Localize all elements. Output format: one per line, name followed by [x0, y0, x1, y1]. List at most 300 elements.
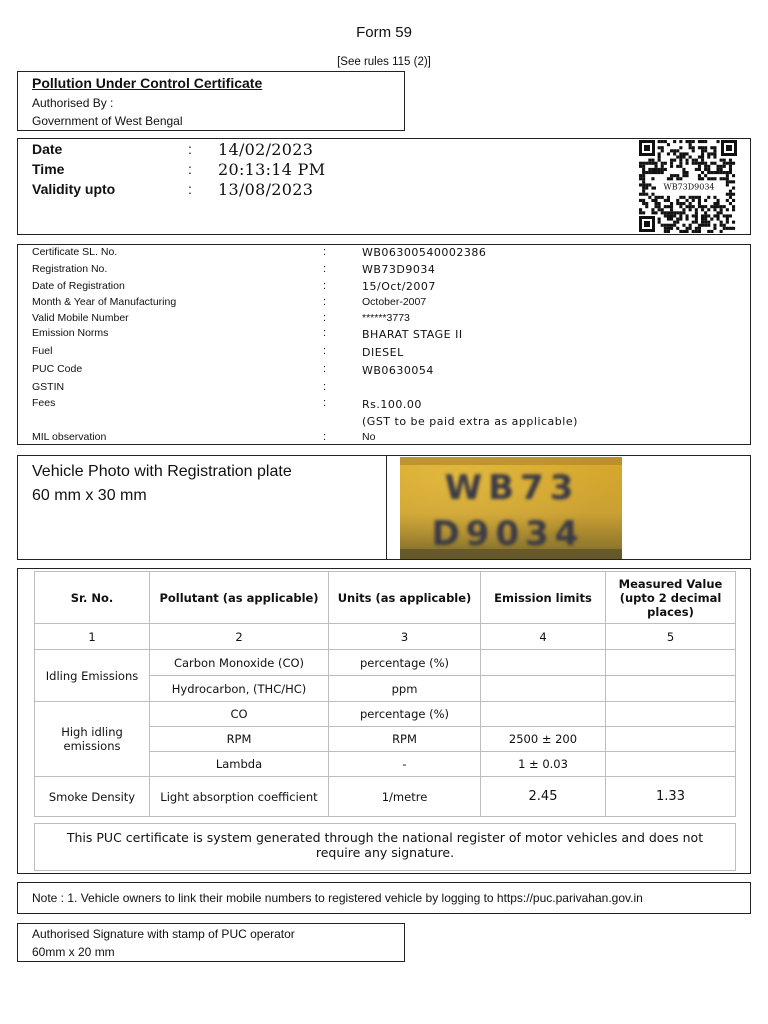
- qr-module: [667, 196, 670, 199]
- qr-module: [651, 168, 654, 171]
- qr-module: [676, 202, 679, 205]
- qr-module: [642, 162, 645, 165]
- qr-module: [695, 227, 698, 230]
- authorised-by-label: Authorised By :: [32, 96, 114, 110]
- qr-module: [707, 208, 710, 211]
- pollutant-cell: CO: [150, 702, 329, 727]
- qr-module: [682, 156, 685, 159]
- emission-table: [34, 571, 736, 817]
- qr-module: [704, 211, 707, 214]
- qr-module: [661, 211, 664, 214]
- qr-module: [713, 152, 716, 155]
- qr-module: [664, 211, 667, 214]
- detail-label-puc-code: PUC Code: [32, 363, 83, 375]
- qr-module: [664, 224, 667, 227]
- limit-cell: 2.45: [481, 777, 606, 817]
- measured-cell: [606, 752, 736, 777]
- qr-module: [698, 196, 701, 199]
- qr-module: [645, 183, 648, 186]
- detail-value-emission-norms: BHARAT STAGE II: [362, 328, 463, 341]
- qr-module: [667, 143, 670, 146]
- qr-module: [717, 214, 720, 217]
- qr-module: [651, 211, 654, 214]
- qr-module: [673, 221, 676, 224]
- qr-module: [720, 211, 723, 214]
- qr-module: [695, 214, 698, 217]
- qr-module: [658, 152, 661, 155]
- qr-module: [720, 165, 723, 168]
- qr-module: [729, 159, 732, 162]
- qr-module: [639, 193, 642, 196]
- qr-module: [655, 199, 658, 202]
- qr-module: [670, 218, 673, 221]
- qr-module: [713, 202, 716, 205]
- qr-module: [661, 162, 664, 165]
- qr-module: [701, 152, 704, 155]
- qr-module: [723, 159, 726, 162]
- qr-module: [692, 149, 695, 152]
- qr-module: [673, 214, 676, 217]
- qr-module: [676, 221, 679, 224]
- qr-module: [720, 224, 723, 227]
- qr-module: [670, 149, 673, 152]
- qr-module: [682, 208, 685, 211]
- qr-module: [686, 140, 689, 143]
- qr-module: [729, 202, 732, 205]
- qr-module: [732, 208, 735, 211]
- header-measured-value: Measured Value (upto 2 decimal places): [606, 572, 736, 624]
- detail-value-fuel: DIESEL: [362, 346, 404, 359]
- photo-divider: [386, 456, 387, 559]
- form-title: Form 59: [356, 24, 412, 41]
- certificate-header-box: [17, 71, 405, 131]
- qr-module: [692, 199, 695, 202]
- qr-module: [732, 174, 735, 177]
- qr-module: [658, 221, 661, 224]
- qr-module: [710, 171, 713, 174]
- form-rules: [See rules 115 (2)]: [337, 56, 431, 68]
- date-label: Date: [32, 141, 63, 157]
- qr-module: [679, 146, 682, 149]
- qr-module: [661, 149, 664, 152]
- qr-module: [673, 152, 676, 155]
- qr-module: [679, 177, 682, 180]
- qr-module: [689, 156, 692, 159]
- qr-module: [667, 152, 670, 155]
- detail-value-date-of-registration: 15/Oct/2007: [362, 280, 436, 293]
- qr-module: [664, 140, 667, 143]
- qr-module: [692, 221, 695, 224]
- qr-module: [713, 196, 716, 199]
- qr-module: [667, 177, 670, 180]
- header-pollutant: Pollutant (as applicable): [150, 572, 329, 624]
- unit-cell: percentage (%): [329, 702, 481, 727]
- detail-label-certificate-no: Certificate SL. No.: [32, 246, 118, 258]
- qr-module: [664, 214, 667, 217]
- qr-module: [704, 146, 707, 149]
- qr-module: [661, 168, 664, 171]
- qr-module: [682, 202, 685, 205]
- qr-module: [732, 187, 735, 190]
- qr-module: [670, 208, 673, 211]
- detail-label-emission-norms: Emission Norms: [32, 327, 109, 339]
- qr-module: [713, 224, 716, 227]
- limit-cell: 2500 ± 200: [481, 727, 606, 752]
- qr-module: [686, 214, 689, 217]
- qr-module: [667, 199, 670, 202]
- qr-module: [639, 199, 642, 202]
- qr-module: [707, 168, 710, 171]
- qr-module: [695, 168, 698, 171]
- qr-module: [676, 165, 679, 168]
- qr-module: [651, 159, 654, 162]
- detail-value-manufacturing: October-2007: [362, 296, 427, 308]
- qr-module: [670, 174, 673, 177]
- detail-label-fees: Fees: [32, 397, 56, 409]
- unit-cell: percentage (%): [329, 650, 481, 676]
- qr-module: [720, 221, 723, 224]
- qr-module: [726, 208, 729, 211]
- qr-module: [658, 168, 661, 171]
- group-idling-emissions: Idling Emissions: [35, 650, 150, 702]
- qr-module: [664, 168, 667, 171]
- qr-module: [710, 177, 713, 180]
- measured-cell: 1.33: [606, 777, 736, 817]
- qr-module: [717, 211, 720, 214]
- qr-module: [639, 177, 642, 180]
- qr-module: [692, 196, 695, 199]
- qr-module: [682, 174, 685, 177]
- qr-module: [698, 205, 701, 208]
- qr-module: [698, 177, 701, 180]
- qr-module: [701, 162, 704, 165]
- measured-cell: [606, 702, 736, 727]
- qr-module: [726, 199, 729, 202]
- qr-module: [648, 168, 651, 171]
- pollutant-cell: Hydrocarbon, (THC/HC): [150, 676, 329, 702]
- qr-module: [692, 214, 695, 217]
- qr-module: [689, 140, 692, 143]
- qr-module: [717, 205, 720, 208]
- qr-module: [698, 156, 701, 159]
- qr-module: [645, 193, 648, 196]
- qr-module: [704, 205, 707, 208]
- qr-module: [682, 196, 685, 199]
- qr-module: [732, 193, 735, 196]
- qr-module: [661, 140, 664, 143]
- qr-module: [667, 205, 670, 208]
- limit-cell: 1 ± 0.03: [481, 752, 606, 777]
- detail-label-date-of-registration: Date of Registration: [32, 280, 125, 292]
- qr-module: [658, 146, 661, 149]
- qr-module: [648, 196, 651, 199]
- qr-module: [692, 205, 695, 208]
- detail-value-mobile: ******3773: [362, 312, 410, 324]
- qr-module: [679, 159, 682, 162]
- qr-module: [720, 230, 723, 233]
- qr-module: [642, 183, 645, 186]
- qr-module: [729, 180, 732, 183]
- qr-module: [642, 171, 645, 174]
- qr-module: [686, 171, 689, 174]
- qr-module: [667, 214, 670, 217]
- detail-label-mobile: Valid Mobile Number: [32, 312, 129, 324]
- qr-module: [670, 205, 673, 208]
- detail-label-registration-no: Registration No.: [32, 263, 108, 275]
- plate-line1: WB73: [444, 468, 580, 508]
- qr-module: [689, 224, 692, 227]
- qr-module: [673, 224, 676, 227]
- qr-module: [639, 174, 642, 177]
- qr-module: [667, 211, 670, 214]
- time-colon: :: [188, 161, 192, 177]
- qr-module: [729, 165, 732, 168]
- detail-colon: :: [323, 381, 327, 393]
- qr-module: [695, 196, 698, 199]
- qr-module: [689, 227, 692, 230]
- qr-module: [679, 140, 682, 143]
- qr-module: [729, 196, 732, 199]
- qr-module: [701, 214, 704, 217]
- qr-module: [676, 227, 679, 230]
- qr-module: [701, 171, 704, 174]
- qr-module: [679, 205, 682, 208]
- qr-module: [698, 202, 701, 205]
- qr-module: [704, 149, 707, 152]
- qr-module: [717, 140, 720, 143]
- qr-module: [673, 174, 676, 177]
- qr-module: [642, 177, 645, 180]
- qr-module: [707, 196, 710, 199]
- qr-module: [717, 171, 720, 174]
- pollutant-cell: Lambda: [150, 752, 329, 777]
- qr-module: [676, 218, 679, 221]
- detail-label-gstin: GSTIN: [32, 381, 65, 393]
- qr-module: [655, 196, 658, 199]
- qr-module: [713, 208, 716, 211]
- qr-module: [707, 177, 710, 180]
- vehicle-details-box: [17, 244, 751, 445]
- qr-module: [704, 199, 707, 202]
- qr-module: [673, 159, 676, 162]
- limit-cell: [481, 702, 606, 727]
- vehicle-photo-box: [17, 455, 751, 560]
- qr-module: [732, 199, 735, 202]
- limit-cell: [481, 676, 606, 702]
- qr-module: [648, 183, 651, 186]
- detail-colon: :: [323, 363, 327, 375]
- vehicle-photo-title-line1: Vehicle Photo with Registration plate: [32, 463, 292, 480]
- qr-module: [642, 211, 645, 214]
- qr-module: [717, 165, 720, 168]
- qr-module: [639, 211, 642, 214]
- qr-module: [698, 140, 701, 143]
- qr-module: [729, 227, 732, 230]
- qr-module: [673, 149, 676, 152]
- qr-module: [701, 177, 704, 180]
- qr-module: [686, 174, 689, 177]
- validity-label: Validity upto: [32, 181, 116, 197]
- qr-module: [682, 230, 685, 233]
- qr-module: [667, 230, 670, 233]
- qr-module: [664, 230, 667, 233]
- qr-module: [720, 208, 723, 211]
- qr-module: [682, 168, 685, 171]
- qr-module: [670, 211, 673, 214]
- qr-module: [658, 205, 661, 208]
- qr-module: [692, 230, 695, 233]
- table-row: [35, 777, 736, 817]
- qr-module: [701, 156, 704, 159]
- qr-module: [701, 159, 704, 162]
- validity-colon: :: [188, 181, 192, 197]
- qr-module: [670, 224, 673, 227]
- detail-colon: :: [323, 263, 327, 275]
- table-row: [35, 702, 736, 727]
- qr-module: [723, 171, 726, 174]
- qr-module: [676, 156, 679, 159]
- note-box: [17, 882, 751, 914]
- qr-module: [651, 177, 654, 180]
- qr-module: [642, 168, 645, 171]
- qr-module: [698, 168, 701, 171]
- qr-module: [710, 205, 713, 208]
- detail-colon: :: [323, 431, 327, 443]
- qr-module: [676, 149, 679, 152]
- qr-module: [655, 165, 658, 168]
- unit-cell: -: [329, 752, 481, 777]
- detail-value-fees: Rs.100.00: [362, 398, 422, 411]
- detail-label-fuel: Fuel: [32, 345, 53, 357]
- qr-module: [707, 165, 710, 168]
- qr-module: [692, 159, 695, 162]
- qr-module: [670, 165, 673, 168]
- detail-value-registration-no: WB73D9034: [362, 263, 436, 276]
- qr-module: [695, 230, 698, 233]
- qr-module: [655, 205, 658, 208]
- qr-code: [638, 139, 738, 233]
- qr-module: [639, 208, 642, 211]
- qr-module: [689, 146, 692, 149]
- qr-module: [648, 171, 651, 174]
- qr-module: [701, 146, 704, 149]
- qr-module: [723, 227, 726, 230]
- measured-cell: [606, 727, 736, 752]
- qr-module: [698, 230, 701, 233]
- qr-module: [661, 165, 664, 168]
- column-number: 1: [35, 624, 150, 650]
- column-number: 5: [606, 624, 736, 650]
- column-number: 2: [150, 624, 329, 650]
- detail-value-mil: No: [362, 431, 376, 443]
- qr-module: [710, 162, 713, 165]
- qr-module: [707, 171, 710, 174]
- qr-module: [713, 156, 716, 159]
- qr-module: [707, 214, 710, 217]
- detail-colon: :: [323, 246, 327, 258]
- unit-cell: 1/metre: [329, 777, 481, 817]
- qr-module: [729, 190, 732, 193]
- qr-module: [648, 159, 651, 162]
- qr-module: [729, 162, 732, 165]
- qr-module: [661, 146, 664, 149]
- qr-module: [726, 174, 729, 177]
- qr-module: [670, 159, 673, 162]
- table-row: [35, 650, 736, 676]
- qr-module: [729, 168, 732, 171]
- qr-module: [670, 162, 673, 165]
- qr-module: [717, 218, 720, 221]
- detail-colon: :: [323, 280, 327, 292]
- qr-module: [655, 211, 658, 214]
- qr-module: [732, 162, 735, 165]
- qr-module: [661, 208, 664, 211]
- date-value: 14/02/2023: [218, 140, 314, 159]
- qr-module: [732, 180, 735, 183]
- emission-results-box: [17, 568, 751, 874]
- pollutant-cell: RPM: [150, 727, 329, 752]
- qr-module: [645, 162, 648, 165]
- pollutant-cell: Light absorption coefficient: [150, 777, 329, 817]
- qr-module: [704, 162, 707, 165]
- qr-module: [732, 221, 735, 224]
- detail-value-fees-gst-note: (GST to be paid extra as applicable): [362, 415, 578, 428]
- header-sr-no: Sr. No.: [35, 572, 150, 624]
- qr-module: [664, 227, 667, 230]
- validity-value: 13/08/2023: [218, 180, 314, 199]
- qr-module: [686, 152, 689, 155]
- system-generated-note: This PUC certificate is system generated through the national register of motor vehicles and does not require any signature.: [34, 823, 736, 871]
- detail-colon: :: [323, 296, 327, 308]
- qr-module: [723, 165, 726, 168]
- qr-module: [642, 202, 645, 205]
- qr-module: [679, 162, 682, 165]
- qr-module: [645, 202, 648, 205]
- qr-module: [726, 177, 729, 180]
- qr-module: [664, 199, 667, 202]
- qr-module: [667, 227, 670, 230]
- qr-module: [670, 177, 673, 180]
- qr-module: [732, 227, 735, 230]
- qr-module: [658, 208, 661, 211]
- signature-box: [17, 923, 405, 962]
- qr-module: [713, 149, 716, 152]
- qr-module: [658, 156, 661, 159]
- qr-module: [679, 230, 682, 233]
- qr-module: [682, 152, 685, 155]
- qr-module: [648, 162, 651, 165]
- qr-module: [639, 165, 642, 168]
- qr-module: [658, 196, 661, 199]
- qr-module: [645, 171, 648, 174]
- qr-module: [658, 159, 661, 162]
- qr-module: [726, 183, 729, 186]
- qr-module: [658, 202, 661, 205]
- detail-label-mil: MIL observation: [32, 431, 107, 443]
- qr-module: [707, 224, 710, 227]
- qr-module: [713, 177, 716, 180]
- qr-module: [645, 187, 648, 190]
- qr-module: [695, 159, 698, 162]
- qr-module: [679, 211, 682, 214]
- qr-module: [682, 171, 685, 174]
- qr-module: [707, 152, 710, 155]
- qr-module: [707, 221, 710, 224]
- qr-module: [723, 214, 726, 217]
- qr-module: [729, 171, 732, 174]
- qr-module: [698, 146, 701, 149]
- qr-module: [670, 214, 673, 217]
